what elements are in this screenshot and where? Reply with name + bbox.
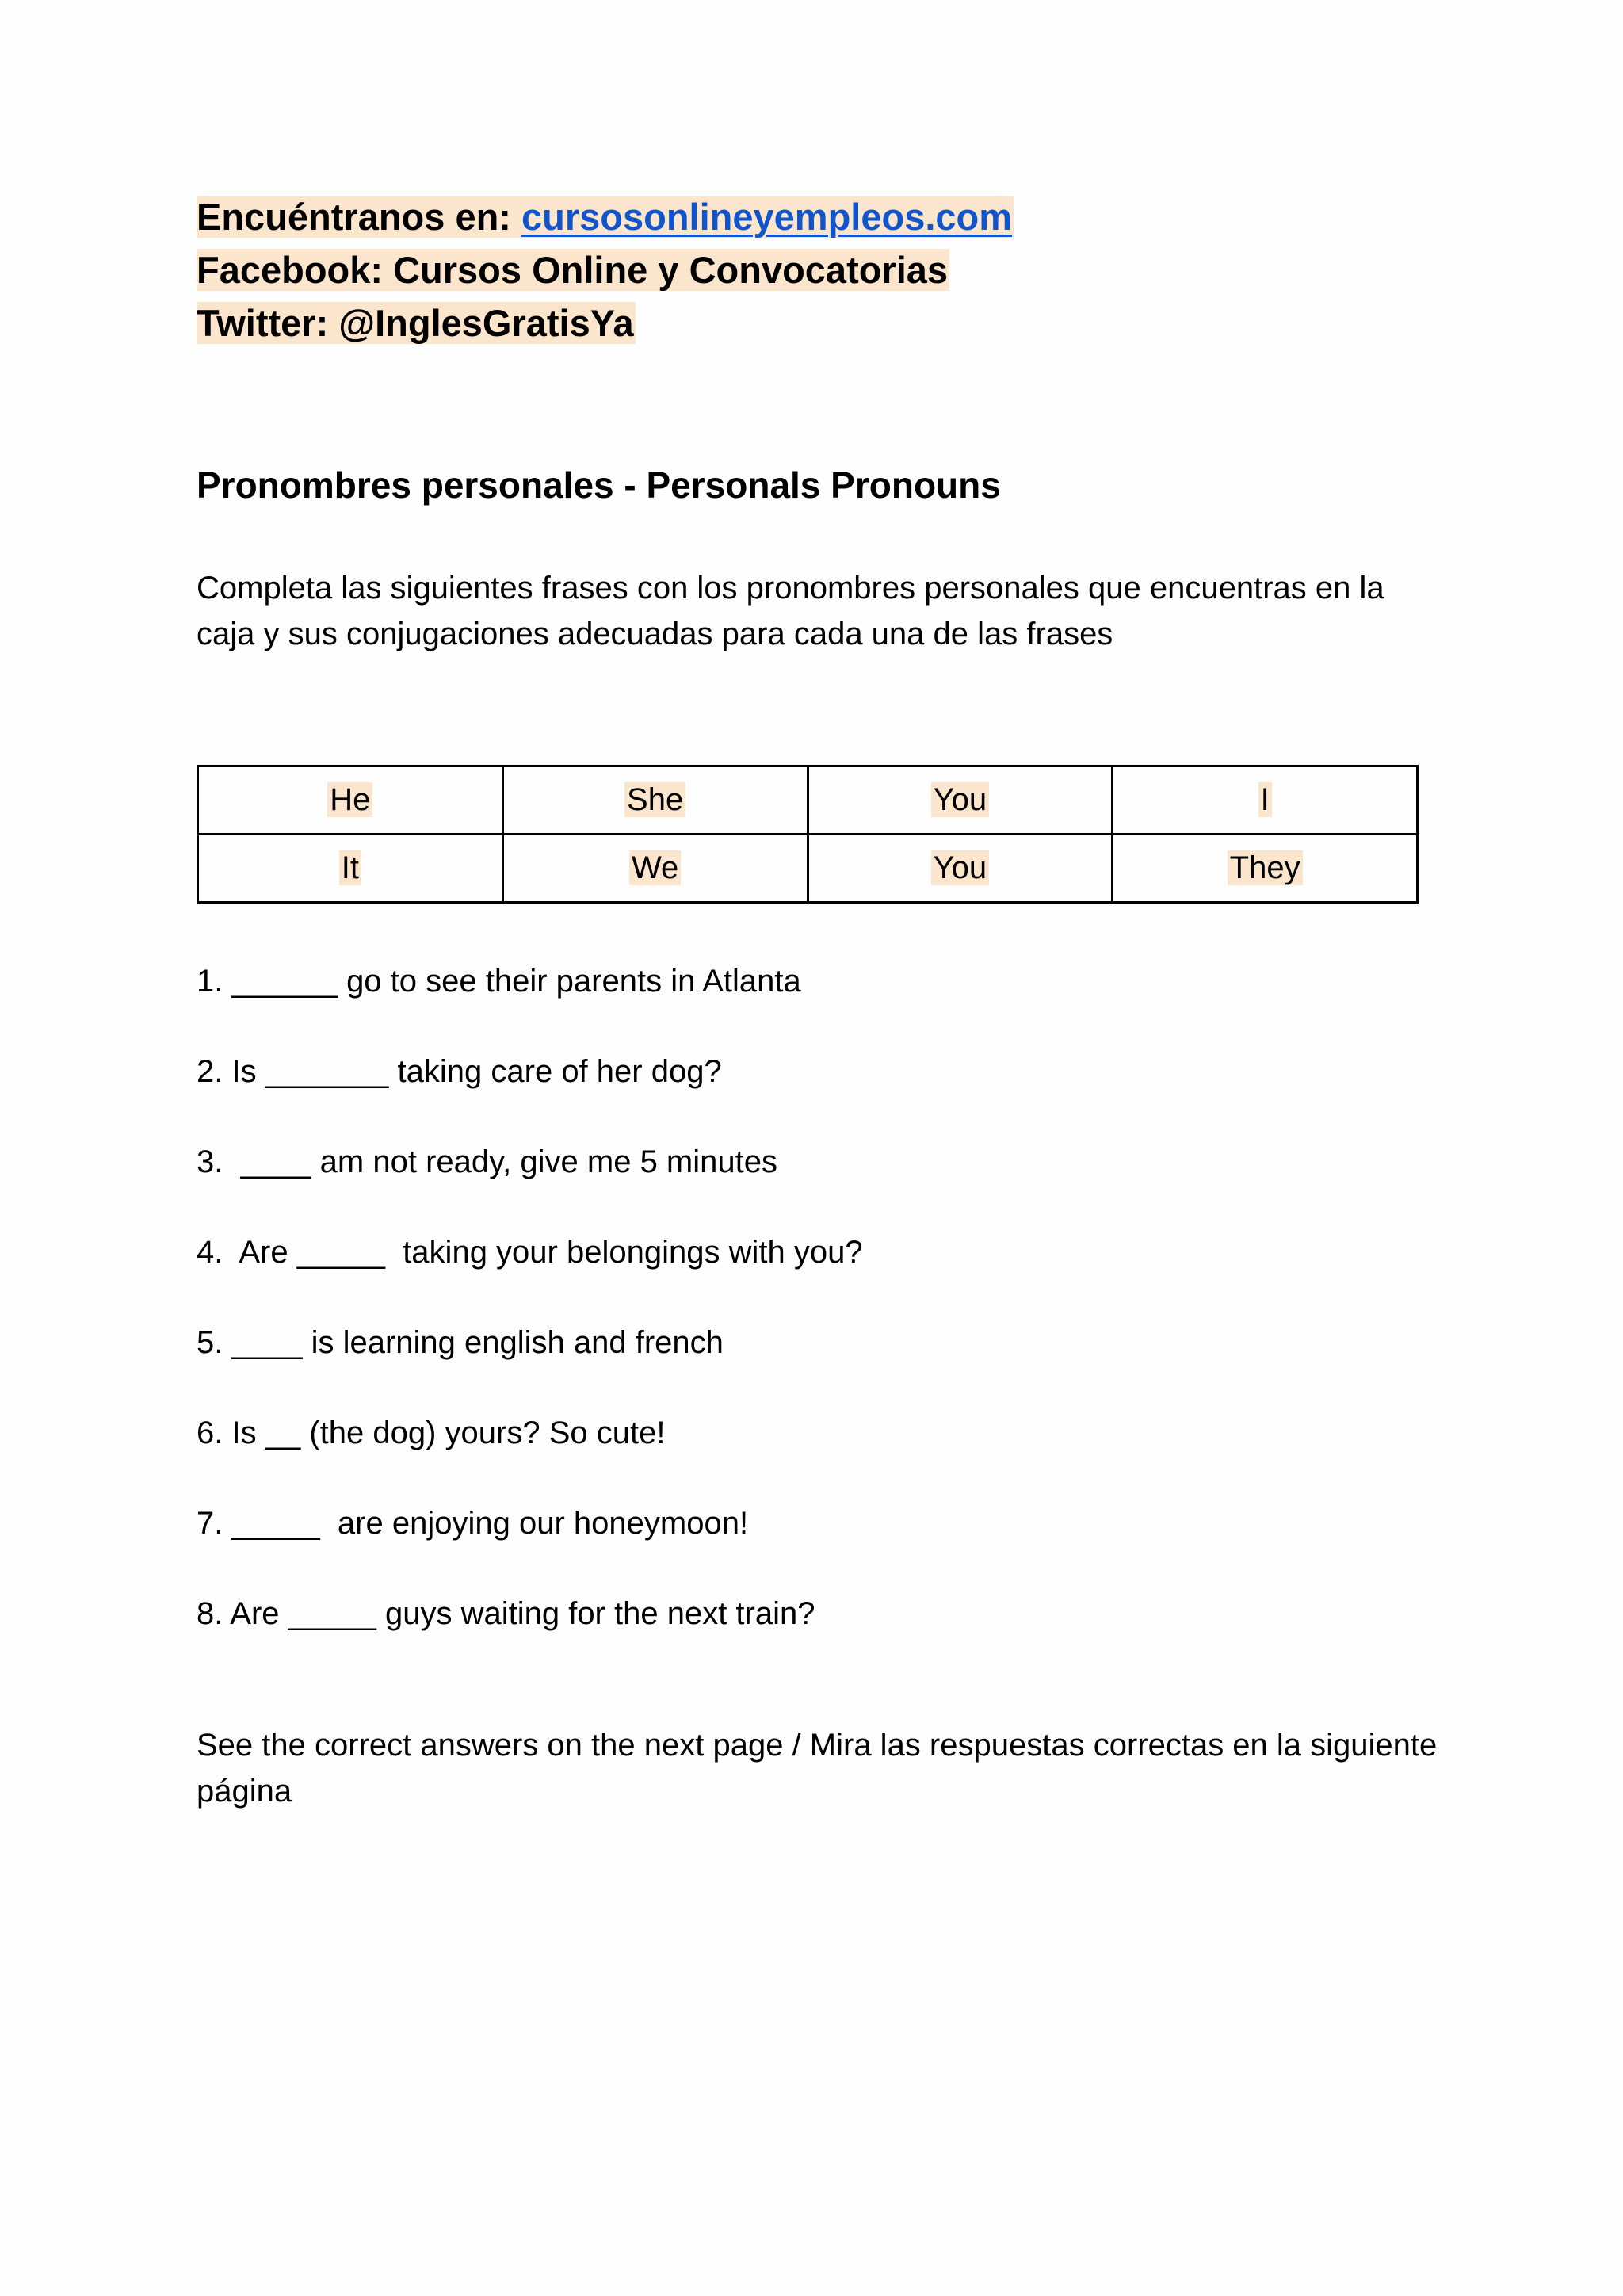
find-us-label: Encuéntranos en:: [197, 196, 522, 238]
website-link[interactable]: cursosonlineyempleos.com: [521, 196, 1013, 238]
exercise-item: 1. ______ go to see their parents in Atlanta: [197, 964, 801, 999]
exercise-item: 5. ____ is learning english and french: [197, 1325, 724, 1360]
pronoun-cell: [808, 835, 1113, 903]
pronoun-row: [198, 766, 1418, 835]
exercise-item: 3. ____ am not ready, give me 5 minutes: [197, 1144, 777, 1179]
twitter-text: Twitter: @InglesGratisYa: [197, 302, 634, 344]
page-title: Pronombres personales - Personals Pronouns: [197, 464, 1001, 506]
exercise-item: 2. Is _______ taking care of her dog?: [197, 1054, 722, 1089]
pronoun-he: He: [327, 782, 372, 817]
website-line: [197, 190, 1014, 243]
pronoun-cell: [808, 766, 1113, 835]
instructions-text: Completa las siguientes frases con los pronombres personales que encuentras en la caja y sus conjugaciones adecuadas para cada una de las frases: [197, 571, 1384, 651]
facebook-text: Facebook: Cursos Online y Convocatorias: [197, 249, 949, 291]
pronoun-cell: [1113, 835, 1418, 903]
exercise-item: 8. Are _____ guys waiting for the next train?: [197, 1596, 815, 1631]
pronoun-we: We: [629, 850, 681, 885]
exercise-item: 4. Are _____ taking your belongings with you?: [197, 1235, 863, 1270]
pronoun-cell: [198, 766, 503, 835]
pronoun-you-plural: You: [931, 850, 990, 885]
pronoun-cell: [1113, 766, 1418, 835]
pronoun-cell: [502, 835, 808, 903]
pronoun-you: You: [931, 782, 990, 817]
pronoun-box: [197, 765, 1419, 904]
pronoun-i: I: [1258, 782, 1272, 817]
exercise-list: [197, 957, 863, 1680]
pronoun-she: She: [624, 782, 685, 817]
contact-header: [197, 190, 1014, 350]
pronoun-it: It: [339, 850, 361, 885]
twitter-line: [197, 296, 1014, 350]
pronoun-cell: [502, 766, 808, 835]
pronoun-row: [198, 835, 1418, 903]
answers-note: See the correct answers on the next page / Mira las respuestas correctas en la siguiente página: [197, 1728, 1438, 1809]
pronoun-cell: [198, 835, 503, 903]
exercise-item: 7. _____ are enjoying our honeymoon!: [197, 1506, 749, 1541]
pronoun-they: They: [1228, 850, 1303, 885]
exercise-item: 6. Is __ (the dog) yours? So cute!: [197, 1415, 666, 1450]
facebook-line: [197, 243, 1014, 296]
